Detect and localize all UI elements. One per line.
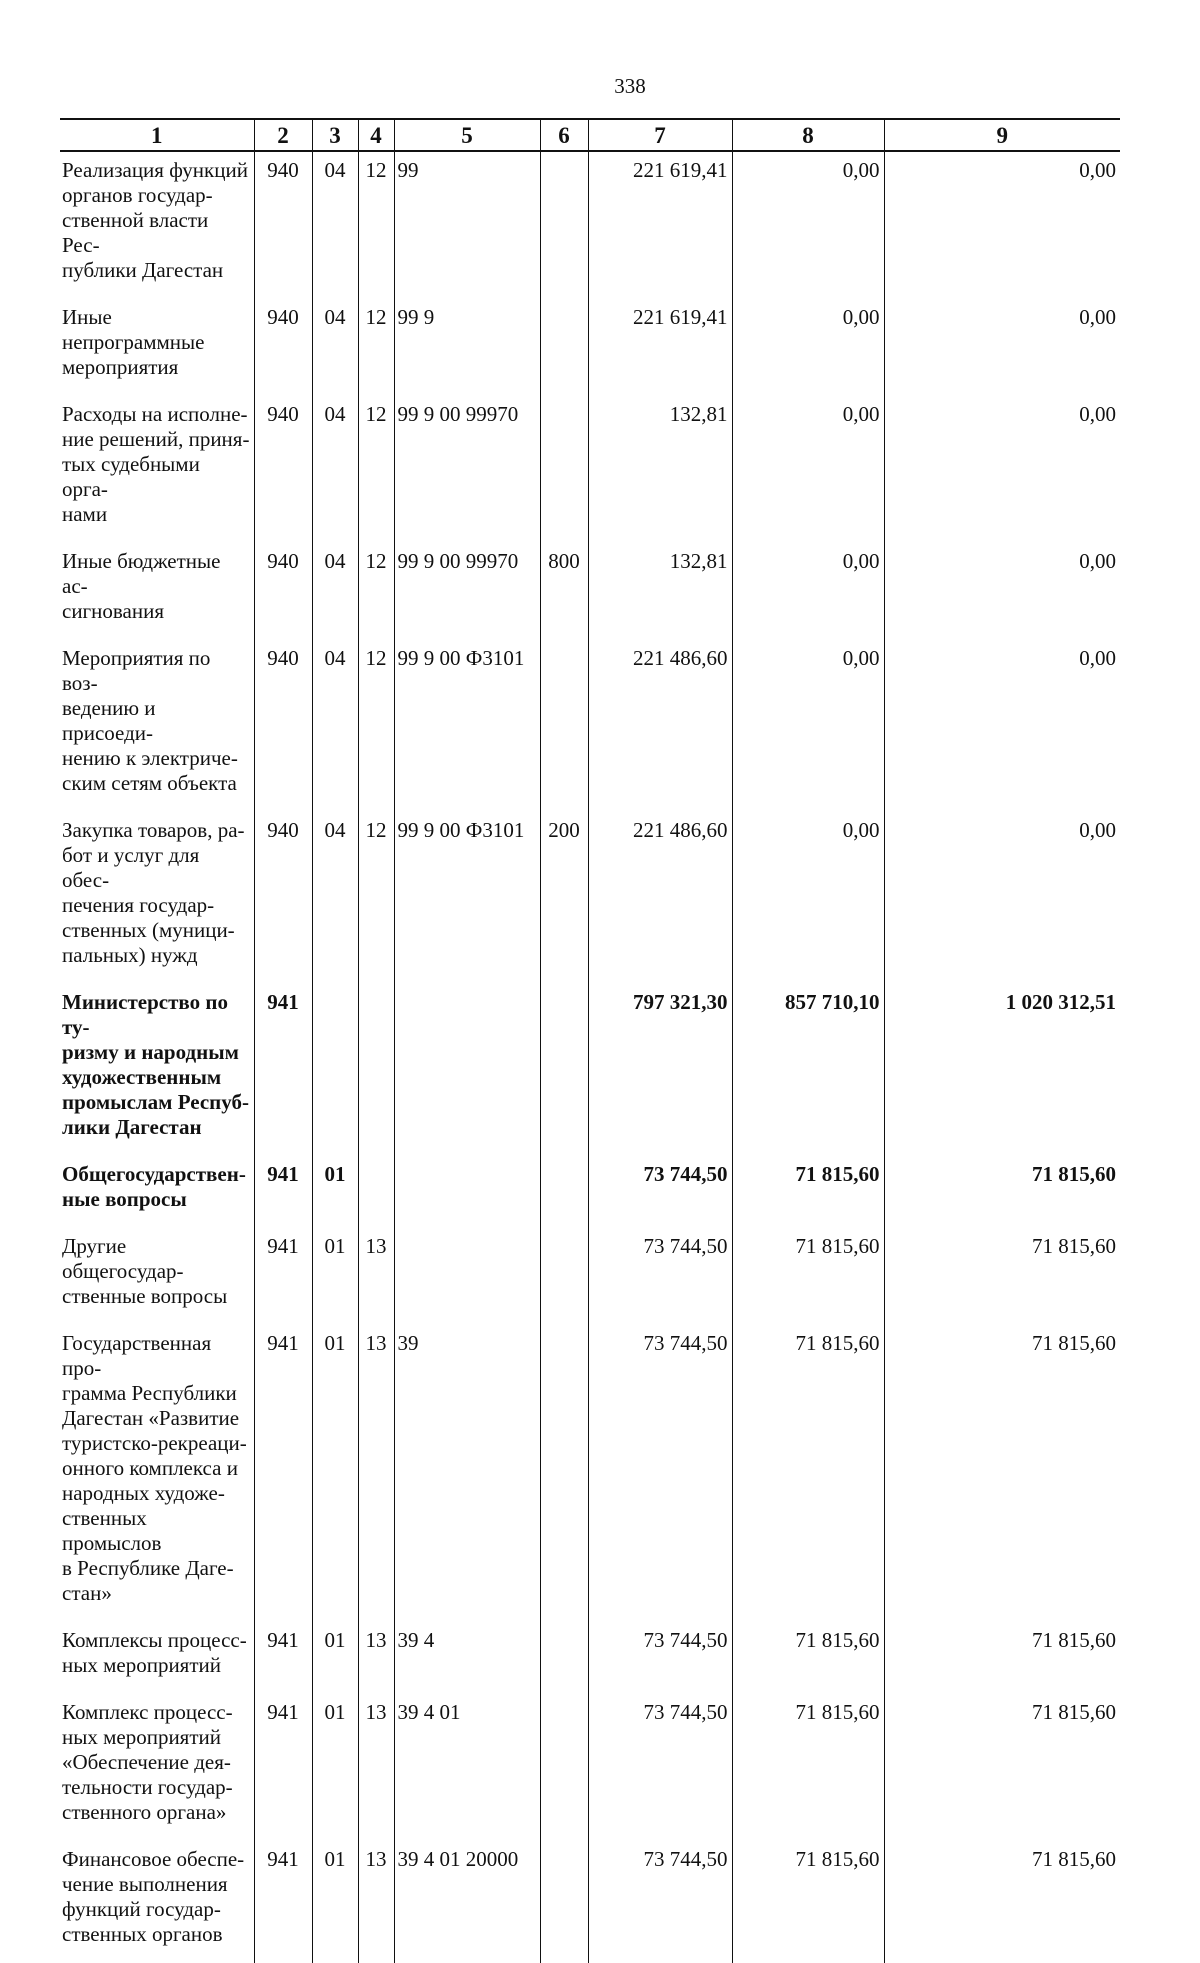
row-name-cell: Мероприятия по воз- ведению и присоеди- нению к электриче- ским сетям объекта	[62, 646, 238, 795]
row-amount-col8-cell: 0,00	[732, 543, 884, 640]
row-amount-col8-cell: 71 815,60	[732, 1325, 884, 1622]
row-amount-col8-cell: 0,00	[732, 812, 884, 984]
table-row	[60, 812, 1120, 984]
row-code-col6-cell	[540, 396, 588, 543]
row-name-cell: Министерство по ту- ризму и народным художественным промыслам Респуб- лики Дагестан	[62, 990, 250, 1139]
row-amount-col9-cell: 0,00	[884, 396, 1120, 543]
row-code-col4-cell: 12	[358, 640, 394, 812]
row-code-col3-cell: 04	[312, 543, 358, 640]
row-code-col5-cell: 99 9 00 Ф3101	[394, 640, 540, 812]
row-amount-col9-cell: 0,00	[884, 151, 1120, 299]
table-body	[60, 151, 1120, 1963]
row-code-col3-cell: 01	[312, 1228, 358, 1325]
row-code-col2-cell: 941	[254, 1325, 312, 1622]
row-amount-col9-cell: 71 815,60	[884, 1622, 1120, 1694]
row-code-col2-cell: 941	[254, 984, 312, 1156]
header-col-1: 1	[60, 119, 254, 151]
row-code-col4-cell	[358, 1156, 394, 1228]
header-col-8: 8	[732, 119, 884, 151]
header-col-7: 7	[588, 119, 732, 151]
row-code-col5-cell: 39 4	[394, 1622, 540, 1694]
row-amount-col9-cell: 71 815,60	[884, 1694, 1120, 1841]
row-code-col4-cell	[358, 984, 394, 1156]
row-code-col4-cell: 12	[358, 543, 394, 640]
table-row	[60, 1156, 1120, 1228]
row-amount-col9-cell: 0,00	[884, 299, 1120, 396]
row-code-col6-cell	[540, 1228, 588, 1325]
row-amount-col7-cell: 132,81	[588, 543, 732, 640]
header-col-2: 2	[254, 119, 312, 151]
table-row	[60, 299, 1120, 396]
row-amount-col7-cell: 221 619,41	[588, 299, 732, 396]
row-code-col3-cell: 01	[312, 1841, 358, 1963]
row-code-col4-cell: 13	[358, 1325, 394, 1622]
row-code-col5-cell	[394, 1156, 540, 1228]
row-code-col2-cell: 941	[254, 1841, 312, 1963]
table-row	[60, 543, 1120, 640]
row-code-col3-cell: 01	[312, 1622, 358, 1694]
table-row	[60, 1841, 1120, 1963]
row-amount-col7-cell: 73 744,50	[588, 1156, 732, 1228]
row-code-col5-cell: 99 9 00 99970	[394, 396, 540, 543]
row-code-col4-cell: 12	[358, 151, 394, 299]
header-col-3: 3	[312, 119, 358, 151]
row-code-col5-cell: 39 4 01 20000	[394, 1841, 540, 1963]
row-name-cell: Финансовое обеспе- чение выполнения функций государ- ственных органов	[62, 1847, 245, 1946]
row-amount-col8-cell: 0,00	[732, 299, 884, 396]
table-row	[60, 640, 1120, 812]
row-code-col5-cell: 39	[394, 1325, 540, 1622]
row-amount-col7-cell: 73 744,50	[588, 1622, 732, 1694]
header-col-4: 4	[358, 119, 394, 151]
row-code-col6-cell	[540, 984, 588, 1156]
row-code-col3-cell: 04	[312, 812, 358, 984]
row-name-cell: Государственная про- грамма Республики Дагестан «Развитие туристско-рекреаци- онного комплекса и народных художе- ственных промыслов в Республике Даге- стан»	[62, 1331, 247, 1605]
table-row	[60, 984, 1120, 1156]
row-name-cell: Иные непрограммные мероприятия	[62, 305, 205, 379]
row-code-col2-cell: 941	[254, 1694, 312, 1841]
row-code-col3-cell: 01	[312, 1694, 358, 1841]
row-code-col4-cell: 13	[358, 1622, 394, 1694]
row-amount-col8-cell: 71 815,60	[732, 1228, 884, 1325]
row-code-col5-cell	[394, 984, 540, 1156]
row-code-col6-cell	[540, 151, 588, 299]
table-row	[60, 1228, 1120, 1325]
row-code-col5-cell: 99 9 00 99970	[394, 543, 540, 640]
row-code-col4-cell: 12	[358, 299, 394, 396]
table-row	[60, 1622, 1120, 1694]
row-code-col2-cell: 940	[254, 812, 312, 984]
row-code-col3-cell: 04	[312, 640, 358, 812]
row-code-col4-cell: 13	[358, 1228, 394, 1325]
row-amount-col9-cell: 1 020 312,51	[884, 984, 1120, 1156]
row-code-col3-cell: 01	[312, 1325, 358, 1622]
row-code-col5-cell: 39 4 01	[394, 1694, 540, 1841]
row-name-cell: Закупка товаров, ра- бот и услуг для обес- печения государ- ственных (муници- пальных) нужд	[62, 818, 245, 967]
row-amount-col9-cell: 71 815,60	[884, 1228, 1120, 1325]
row-code-col6-cell	[540, 1694, 588, 1841]
row-amount-col9-cell: 71 815,60	[884, 1841, 1120, 1963]
row-code-col5-cell	[394, 1228, 540, 1325]
row-name-cell: Реализация функций органов государ- ственной власти Рес- публики Дагестан	[62, 158, 248, 282]
header-col-5: 5	[394, 119, 540, 151]
header-row	[60, 119, 1120, 151]
row-amount-col7-cell: 221 486,60	[588, 640, 732, 812]
header-col-6: 6	[540, 119, 588, 151]
row-amount-col7-cell: 73 744,50	[588, 1841, 732, 1963]
table-row	[60, 1325, 1120, 1622]
row-name-cell: Комплексы процесс- ных мероприятий	[62, 1628, 247, 1677]
header-col-9: 9	[884, 119, 1120, 151]
row-code-col4-cell: 13	[358, 1694, 394, 1841]
row-code-col6-cell	[540, 640, 588, 812]
row-amount-col8-cell: 71 815,60	[732, 1622, 884, 1694]
row-code-col6-cell	[540, 299, 588, 396]
row-amount-col9-cell: 0,00	[884, 640, 1120, 812]
row-amount-col8-cell: 71 815,60	[732, 1156, 884, 1228]
row-code-col5-cell: 99 9 00 Ф3101	[394, 812, 540, 984]
page-number: 338	[614, 74, 646, 98]
row-code-col6-cell	[540, 1156, 588, 1228]
row-amount-col7-cell: 73 744,50	[588, 1228, 732, 1325]
row-name-cell: Другие общегосудар- ственные вопросы	[62, 1234, 228, 1308]
row-code-col4-cell: 12	[358, 396, 394, 543]
row-amount-col8-cell: 71 815,60	[732, 1694, 884, 1841]
table-row	[60, 396, 1120, 543]
row-amount-col7-cell: 221 486,60	[588, 812, 732, 984]
row-amount-col9-cell: 71 815,60	[884, 1325, 1120, 1622]
budget-table	[60, 118, 1120, 1963]
row-amount-col7-cell: 73 744,50	[588, 1694, 732, 1841]
row-code-col4-cell: 13	[358, 1841, 394, 1963]
row-code-col3-cell	[312, 984, 358, 1156]
row-code-col2-cell: 941	[254, 1228, 312, 1325]
row-code-col6-cell: 800	[540, 543, 588, 640]
row-amount-col8-cell: 0,00	[732, 640, 884, 812]
row-code-col5-cell: 99 9	[394, 299, 540, 396]
row-code-col6-cell: 200	[540, 812, 588, 984]
row-amount-col8-cell: 0,00	[732, 151, 884, 299]
row-code-col3-cell: 04	[312, 151, 358, 299]
row-code-col6-cell	[540, 1841, 588, 1963]
row-code-col2-cell: 940	[254, 640, 312, 812]
row-code-col2-cell: 940	[254, 396, 312, 543]
row-amount-col7-cell: 221 619,41	[588, 151, 732, 299]
row-code-col3-cell: 04	[312, 299, 358, 396]
table-row	[60, 151, 1120, 299]
row-code-col2-cell: 940	[254, 543, 312, 640]
row-amount-col7-cell: 73 744,50	[588, 1325, 732, 1622]
row-code-col3-cell: 04	[312, 396, 358, 543]
row-code-col5-cell: 99	[394, 151, 540, 299]
row-amount-col9-cell: 0,00	[884, 812, 1120, 984]
row-code-col2-cell: 941	[254, 1622, 312, 1694]
row-code-col2-cell: 940	[254, 151, 312, 299]
row-amount-col9-cell: 0,00	[884, 543, 1120, 640]
row-code-col6-cell	[540, 1622, 588, 1694]
row-amount-col9-cell: 71 815,60	[884, 1156, 1120, 1228]
row-amount-col7-cell: 132,81	[588, 396, 732, 543]
row-code-col3-cell: 01	[312, 1156, 358, 1228]
row-code-col2-cell: 940	[254, 299, 312, 396]
row-name-cell: Комплекс процесс- ных мероприятий «Обеспечение дея- тельности государ- ственного органа»	[62, 1700, 233, 1824]
row-amount-col8-cell: 0,00	[732, 396, 884, 543]
row-amount-col7-cell: 797 321,30	[588, 984, 732, 1156]
row-name-cell: Иные бюджетные ас- сигнования	[62, 549, 221, 623]
row-name-cell: Расходы на исполне- ние решений, приня- тых судебными орга- нами	[62, 402, 250, 526]
row-code-col4-cell: 12	[358, 812, 394, 984]
row-name-cell: Общегосударствен- ные вопросы	[62, 1162, 246, 1211]
row-amount-col8-cell: 857 710,10	[732, 984, 884, 1156]
row-code-col6-cell	[540, 1325, 588, 1622]
row-amount-col8-cell: 71 815,60	[732, 1841, 884, 1963]
row-code-col2-cell: 941	[254, 1156, 312, 1228]
table-row	[60, 1694, 1120, 1841]
